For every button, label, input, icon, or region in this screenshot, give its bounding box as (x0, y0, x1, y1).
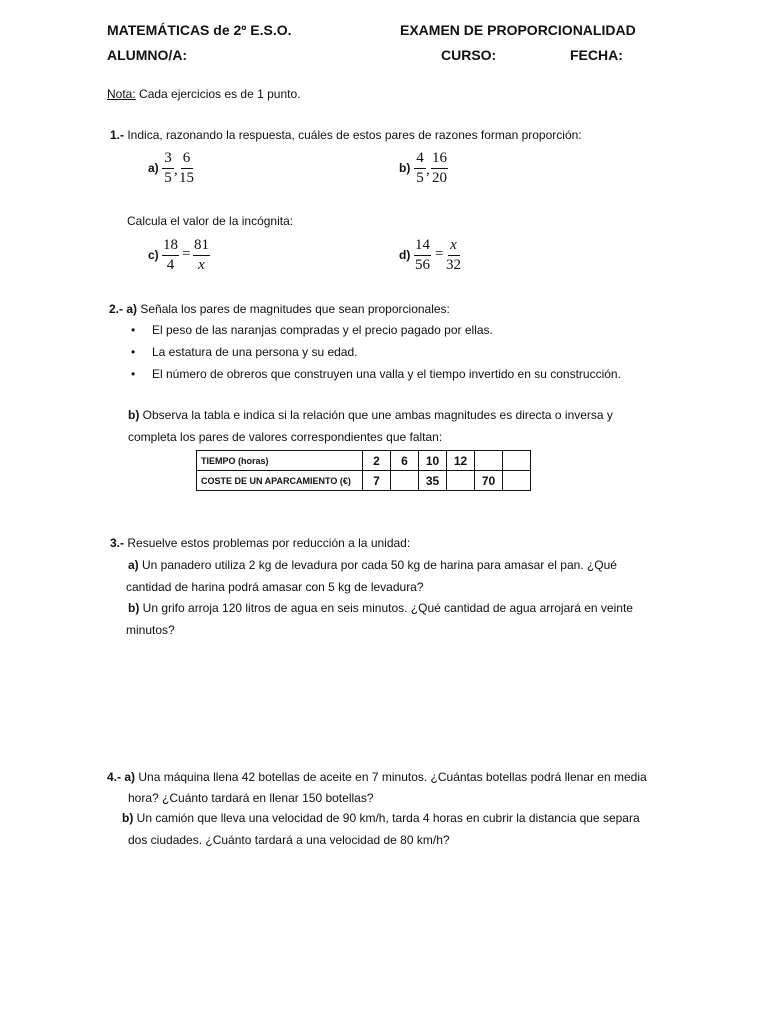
q2b-label: b) (128, 408, 140, 422)
table-cell[interactable]: 6 (391, 451, 419, 471)
table-cell[interactable]: 35 (419, 471, 447, 491)
table-cell[interactable] (475, 451, 503, 471)
q1d-label: d) (399, 248, 411, 262)
q2-bullet-1: El peso de las naranjas compradas y el precio pagado por ellas. (152, 323, 493, 337)
q1d-f2-num: x (448, 237, 460, 256)
q1a-label: a) (148, 161, 159, 175)
proportion-table (196, 450, 531, 491)
bullet-icon: • (131, 367, 136, 381)
q3-prompt-line (110, 536, 410, 550)
q4-number: 4.- a) (107, 770, 136, 784)
q3a-line-1 (128, 558, 617, 572)
q3b-line-1 (128, 601, 633, 615)
q4b-text-1: Un camión que lleva una velocidad de 90 km/h, tarda 4 horas en cubrir la distancia que separa (133, 811, 640, 825)
table-cell[interactable] (503, 451, 531, 471)
q1c-f1-num: 18 (162, 237, 179, 256)
q4a-line-2: hora? ¿Cuánto tardará en llenar 150 botellas? (128, 791, 374, 805)
q1b-f2-den: 20 (432, 170, 447, 186)
table-cell[interactable] (391, 471, 419, 491)
q1a-fraction-2 (179, 150, 194, 187)
q3b-line-2: minutos? (126, 623, 175, 637)
table-cell[interactable]: 7 (363, 471, 391, 491)
q1b-label: b) (399, 161, 411, 175)
student-label: ALUMNO/A: (107, 47, 188, 63)
q1a-f1-den: 5 (164, 170, 172, 186)
table-cell[interactable]: 12 (447, 451, 475, 471)
table-cell[interactable]: 70 (475, 471, 503, 491)
q3a-line-2: cantidad de harina podrá amasar con 5 kg de levadura? (126, 580, 424, 594)
q3-prompt: Resuelve estos problemas por reducción a la unidad: (124, 536, 411, 550)
note-text: Cada ejercicios es de 1 punto. (135, 87, 301, 101)
q1b-f1-num: 4 (414, 150, 426, 169)
q3b-text-1: Un grifo arroja 120 litros de agua en seis minutos. ¿Qué cantidad de agua arrojará en veinte (139, 601, 633, 615)
date-label: FECHA: (570, 47, 623, 63)
q3a-text-1: Un panadero utiliza 2 kg de levadura por cada 50 kg de harina para amasar el pan. ¿Qué (138, 558, 617, 572)
q1-number: 1.- (110, 128, 125, 142)
q1b-comma: , (426, 162, 430, 178)
course-label: CURSO: (441, 47, 497, 63)
q1c-f2-den: x (198, 257, 205, 273)
q1-calc-prompt: Calcula el valor de la incógnita: (127, 214, 294, 228)
q1c-label: c) (148, 248, 159, 262)
q1d-f2-den: 32 (446, 257, 461, 273)
q2-bullet-3: El número de obreros que construyen una valla y el tiempo invertido en su construcción. (152, 367, 621, 381)
q1d-fraction-1 (414, 237, 431, 274)
q2b-text-1: Observa la tabla e indica si la relación que une ambas magnitudes es directa o inversa y (139, 408, 613, 422)
q4b-line-1 (122, 811, 640, 825)
q4a-text-1: Una máquina llena 42 botellas de aceite en 7 minutos. ¿Cuántas botellas podrá llenar en media (135, 770, 647, 784)
q2-number: 2.- a) (109, 302, 138, 316)
q2-prompt-line (109, 302, 450, 316)
q2-bullet-2: La estatura de una persona y su edad. (152, 345, 358, 359)
q1d-f1-den: 56 (415, 257, 430, 273)
q1b-f1-den: 5 (416, 170, 424, 186)
table-row-header: TIEMPO (horas) (197, 451, 363, 471)
q4b-label: b) (122, 811, 134, 825)
q1a-f1-num: 3 (162, 150, 174, 169)
note-label: Nota: (107, 87, 136, 101)
q1d-equals: = (435, 246, 444, 262)
q1a-fraction-1 (162, 150, 174, 187)
q2b-line-1 (128, 408, 613, 422)
bullet-icon: • (131, 323, 136, 337)
subject-title: MATEMÁTICAS de 2º E.S.O. (107, 22, 292, 38)
q1b-fraction-2 (431, 150, 448, 187)
q1-prompt: Indica, razonando la respuesta, cuáles de estos pares de razones forman proporción: (124, 128, 582, 142)
q3a-label: a) (128, 558, 139, 572)
q1c-fraction-2 (193, 237, 210, 274)
q3-number: 3.- (110, 536, 125, 550)
q1a-f2-num: 6 (181, 150, 193, 169)
q2-prompt: Señala los pares de magnitudes que sean proporcionales: (137, 302, 450, 316)
q1a-f2-den: 15 (179, 170, 194, 186)
q3b-label: b) (128, 601, 140, 615)
table-cell[interactable] (503, 471, 531, 491)
q1c-fraction-1 (162, 237, 179, 274)
q1d-f1-num: 14 (414, 237, 431, 256)
q4a-line-1 (107, 770, 647, 784)
q1d-fraction-2 (446, 237, 461, 274)
q1c-f1-den: 4 (166, 257, 175, 273)
q1b-fraction-1 (414, 150, 426, 187)
q1c-equals: = (182, 246, 191, 262)
note-line (107, 87, 300, 101)
table-cell[interactable]: 2 (363, 451, 391, 471)
exam-title: EXAMEN DE PROPORCIONALIDAD (400, 22, 636, 38)
q1c-f2-num: 81 (193, 237, 210, 256)
bullet-icon: • (131, 345, 136, 359)
q1-prompt-line (110, 128, 582, 142)
table-cell[interactable]: 10 (419, 451, 447, 471)
table-row-header: COSTE DE UN APARCAMIENTO (€) (197, 471, 363, 491)
table-cell[interactable] (447, 471, 475, 491)
q1b-f2-num: 16 (431, 150, 448, 169)
q2b-line-2: completa los pares de valores correspondientes que faltan: (128, 430, 443, 444)
table-row (197, 471, 531, 491)
q4b-line-2: dos ciudades. ¿Cuánto tardará a una velocidad de 80 km/h? (128, 833, 450, 847)
table-row (197, 451, 531, 471)
q1a-comma: , (174, 162, 178, 178)
